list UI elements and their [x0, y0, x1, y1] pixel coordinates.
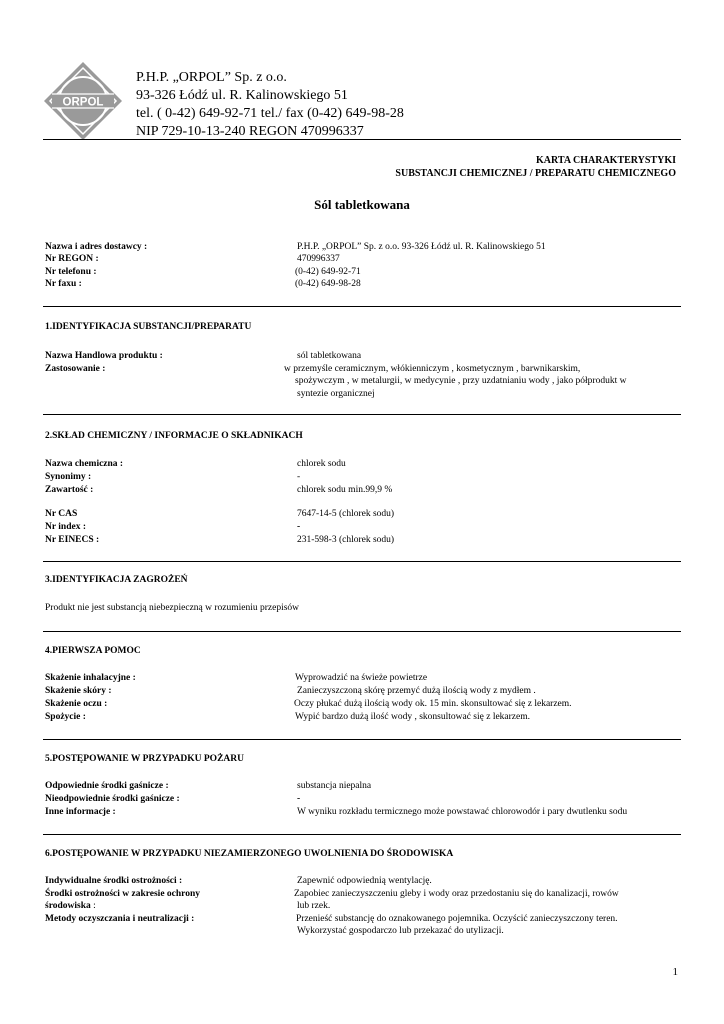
cleanup-methods-value-line2: Wykorzystać gospodarczo lub przekazać do utylizacji.	[297, 926, 504, 936]
section-5-heading: 5.POSTĘPOWANIE W PRZYPADKU POŻARU	[45, 754, 244, 764]
environmental-precautions-label-line1: Środki ostrożności w zakresie ochrony	[45, 888, 200, 899]
use-label: Zastosowanie :	[45, 363, 106, 374]
personal-precautions-value: Zapewnić odpowiednią wentylację.	[297, 876, 432, 886]
skin-label: Skażenie skóry :	[45, 686, 112, 696]
section-6-heading: 6.POSTĘPOWANIE W PRZYPADKU NIEZAMIERZONEGO UWOLNIENIA DO ŚRODOWISKA	[45, 849, 454, 859]
unsuitable-extinguishing-label: Nieodpowiednie środki gaśnicze :	[45, 794, 180, 804]
skin-value: Zanieczyszczoną skórę przemyć dużą ilością wody z mydłem .	[297, 686, 536, 696]
chemical-name-value: chlorek sodu	[297, 459, 346, 469]
unsuitable-extinguishing-value: -	[297, 794, 301, 804]
synonyms-label: Synonimy :	[45, 472, 92, 482]
document-type	[395, 154, 676, 180]
cleanup-methods-label: Metody oczyszczania i neutralizacji :	[45, 913, 195, 924]
use-value-line2: spożywczym , w metalurgii, w medycynie , przy uzdatnianiu wody , jako półprodukt w	[295, 376, 627, 386]
fax-value: (0-42) 649-98-28	[295, 279, 361, 289]
header-divider	[43, 139, 681, 140]
content-value: chlorek sodu min.99,9 %	[297, 485, 393, 495]
section-divider	[43, 414, 681, 415]
section-4-heading: 4.PIERWSZA POMOC	[45, 646, 141, 656]
section-divider	[43, 306, 681, 307]
fax-label: Nr faxu :	[45, 279, 82, 289]
supplier-address-value: P.H.P. „ORPOL” Sp. z o.o. 93-326 Łódź ul. R. Kalinowskiego 51	[297, 242, 546, 252]
phone-value: (0-42) 649-92-71	[295, 266, 361, 277]
content-label: Zawartość :	[45, 485, 94, 495]
section-divider	[43, 561, 681, 562]
company-address: 93-326 Łódź ul. R. Kalinowskiego 51	[136, 88, 348, 103]
inhalation-value: Wyprowadzić na świeże powietrze	[295, 673, 428, 683]
environmental-precautions-value-line1: Zapobiec zanieczyszczeniu gleby i wody oraz przedostaniu się do kanalizacji, rowów	[294, 888, 619, 899]
environmental-precautions-label-line2	[45, 900, 96, 913]
regon-label: Nr REGON :	[45, 254, 99, 264]
einecs-label: Nr EINECS :	[45, 535, 100, 545]
company-header	[136, 69, 404, 141]
section-3-heading: 3.IDENTYFIKACJA ZAGROŻEŃ	[45, 575, 188, 585]
section-2-heading: 2.SKŁAD CHEMICZNY / INFORMACJE O SKŁADNIKACH	[45, 431, 303, 441]
cas-value: 7647-14-5 (chlorek sodu)	[297, 509, 395, 519]
einecs-value: 231-598-3 (chlorek sodu)	[297, 535, 395, 545]
orpol-logo-graphic	[42, 60, 124, 142]
supplier-address-label: Nazwa i adres dostawcy :	[45, 242, 148, 252]
suitable-extinguishing-value: substancja niepalna	[297, 781, 372, 791]
trade-name-value: sól tabletkowana	[297, 351, 362, 361]
regon-value: 470996337	[297, 254, 340, 264]
phone-label: Nr telefonu :	[45, 266, 97, 277]
eye-label: Skażenie oczu :	[45, 699, 108, 709]
cleanup-methods-value-line1: Przenieść substancję do oznakowanego pojemnika. Oczyścić zanieczyszczony teren.	[296, 913, 618, 924]
index-label: Nr index :	[45, 522, 86, 532]
ingestion-value: Wypić bardzo dużą ilość wody , skonsultować się z lekarzem.	[295, 712, 531, 722]
section-divider	[43, 739, 681, 740]
suitable-extinguishing-label: Odpowiednie środki gaśnicze :	[45, 781, 169, 791]
logo-text: ORPOL	[62, 96, 104, 109]
document-type-line2: SUBSTANCJI CHEMICZNEJ / PREPARATU CHEMICZNEGO	[395, 168, 676, 179]
environmental-precautions-label-word: środowiska	[45, 901, 91, 911]
cas-label: Nr CAS	[45, 509, 78, 519]
inhalation-label: Skażenie inhalacyjne :	[45, 673, 136, 683]
product-title: Sól tabletkowana	[314, 197, 410, 212]
hazard-statement: Produkt nie jest substancją niebezpieczną w rozumieniu przepisów	[45, 603, 300, 613]
eye-value: Oczy płukać dużą ilością wody ok. 15 min. skonsultować się z lekarzem.	[294, 699, 572, 709]
section-divider	[43, 631, 681, 632]
environmental-precautions-label-colon: :	[90, 901, 96, 911]
document-type-line1: KARTA CHARAKTERYSTYKI	[536, 155, 676, 166]
trade-name-label: Nazwa Handlowa produktu :	[45, 351, 163, 361]
page-number: 1	[672, 966, 678, 978]
chemical-name-label: Nazwa chemiczna :	[45, 459, 124, 469]
environmental-precautions-value-line2: lub rzek.	[297, 901, 331, 911]
ingestion-label: Spożycie :	[45, 712, 86, 722]
company-logo	[42, 60, 124, 142]
company-phone-fax: tel. ( 0-42) 649-92-71 tel./ fax (0-42) 649-98-28	[136, 106, 404, 121]
use-value-line3: syntezie organicznej	[297, 388, 375, 399]
personal-precautions-label: Indywidualne środki ostrożności :	[45, 876, 183, 886]
other-info-label: Inne informacje :	[45, 807, 116, 817]
use-value-line1: w przemyśle ceramicznym, włókienniczym , kosmetycznym , barwnikarskim,	[284, 363, 581, 374]
synonyms-value: -	[297, 472, 301, 482]
section-divider	[43, 834, 681, 835]
company-nip-regon: NIP 729-10-13-240 REGON 470996337	[136, 124, 364, 139]
index-value: -	[297, 522, 301, 532]
section-1-heading: 1.IDENTYFIKACJA SUBSTANCJI/PREPARATU	[45, 322, 252, 332]
other-info-value: W wyniku rozkładu termicznego może powstawać chlorowodór i pary dwutlenku sodu	[297, 807, 628, 817]
company-name: P.H.P. „ORPOL” Sp. z o.o.	[136, 70, 287, 85]
